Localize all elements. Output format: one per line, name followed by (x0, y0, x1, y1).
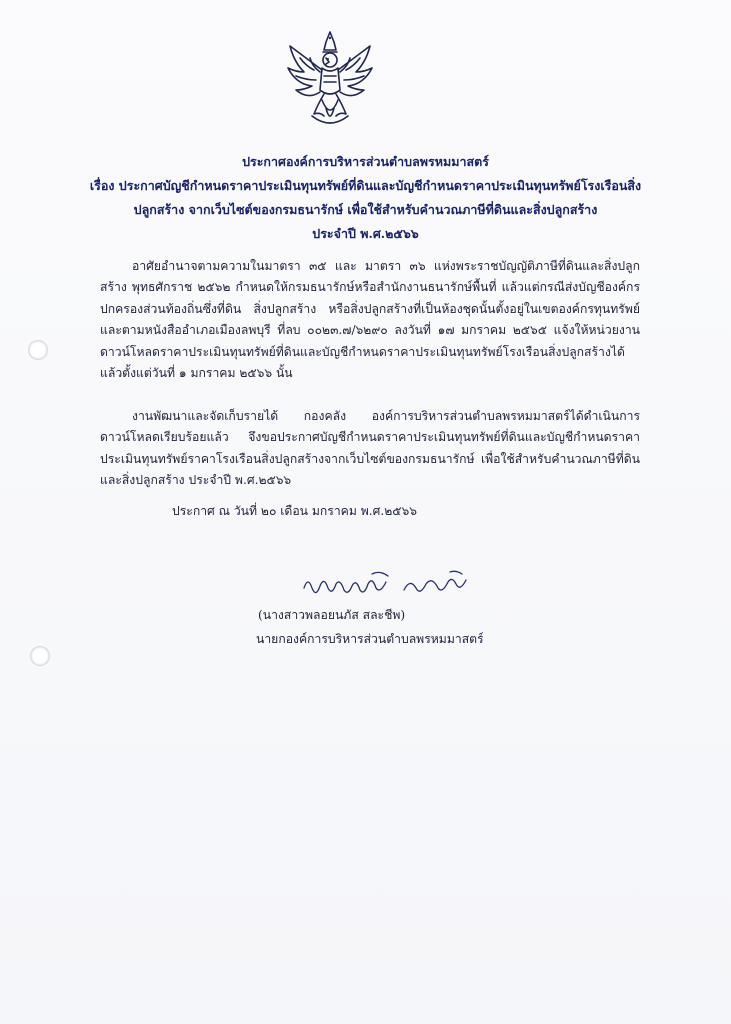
signer-position: นายกองค์การบริหารส่วนตำบลพรหมมาสตร์ (256, 632, 484, 646)
paragraph-2-text: งานพัฒนาและจัดเก็บรายได้ กองคลัง องค์การบริหารส่วนตำบลพรหมมาสตร์ได้ดำเนินการดาวน์โหลดเรียบร้อยแล้ว จึงขอประกาศบัญชีกำหนดราคาประเมินทุนทรัพย์ที่ดินและบัญชีกำหนดราคาประเมินทุนทรัพย์ราคาโรงเรือนสิ่งปลูกสร้างจากเว็บไซต์ของกรมธนารักษ์ เพื่อใช้สำหรับคำนวณภาษีที่ดินและสิ่งปลูกสร้าง ประจำปี พ.ศ.๒๕๖๖ (100, 409, 640, 488)
handwritten-signature (300, 568, 480, 602)
subject-line-3: ประจำปี พ.ศ.๒๕๖๖ (312, 226, 419, 241)
body-paragraph-2 (100, 406, 640, 492)
paragraph-1-text: อาศัยอำนาจตามความในมาตรา ๓๕ และ มาตรา ๓๖ แห่งพระราชบัญญัติภาษีที่ดินและสิ่งปลูกสร้าง พุทธศักราช ๒๕๖๒ กำหนดให้กรมธนารักษ์หรือสำนักงานธนารักษ์พื้นที่ แล้วแต่กรณีส่งบัญชีองค์กรปกครองส่วนท้องถิ่นซึ่งที่ดิน สิ่งปลูกสร้าง หรือสิ่งปลูกสร้างที่เป็นห้องชุดนั้นตั้งอยู่ในเขตองค์กรทุนทรัพย์ และตามหนังสืออำเภอเมืองลพบุรี ที่ลบ ๐๐๒๓.๗/๖๒๙๐ ลงวันที่ ๑๗ มกราคม ๒๕๖๕ แจ้งให้หน่วยงานดาวน์โหลดราคาประเมินทุนทรัพย์ที่ดินและบัญชีกำหนดราคาประเมินทุนทรัพย์โรงเรือนสิ่งปลูกสร้างได้แล้วตั้งแต่วันที่ ๑ มกราคม ๒๕๖๖ นั้น (100, 259, 640, 381)
dateline: ประกาศ ณ วันที่ ๒๐ เดือน มกราคม พ.ศ.๒๕๖๖ (172, 504, 417, 518)
punch-hole-bottom (30, 646, 50, 666)
body-paragraph-1 (100, 256, 640, 384)
subject-line-1: เรื่อง ประกาศบัญชีกำหนดราคาประเมินทุนทรัพย์ที่ดินและบัญชีกำหนดราคาประเมินทุนทรัพย์โรงเรือนสิ่ง (89, 178, 642, 193)
subject-line-2: ปลูกสร้าง จากเว็บไซต์ของกรมธนารักษ์ เพื่อใช้สำหรับคำนวณภาษีที่ดินและสิ่งปลูกสร้าง (133, 202, 598, 217)
announcement-title: ประกาศองค์การบริหารส่วนตำบลพรหมมาสตร์ (242, 154, 489, 169)
punch-hole-top (28, 340, 48, 360)
signer-name: (นางสาวพลอยนภัส สละชีพ) (258, 608, 406, 622)
garuda-emblem-icon (282, 28, 378, 138)
